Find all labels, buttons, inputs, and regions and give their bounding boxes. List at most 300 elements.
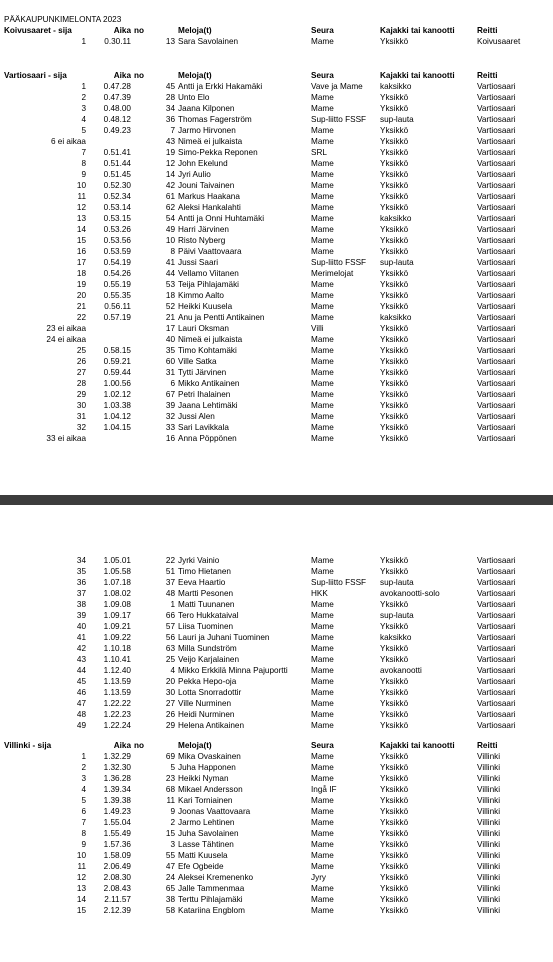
- cell-craft: Yksikkö: [380, 840, 409, 849]
- cell-rank: 10: [76, 181, 86, 190]
- cell-rank: 9: [81, 170, 86, 179]
- cell-route: Vartiosaari: [477, 159, 516, 168]
- cell-club: Mame: [311, 170, 334, 179]
- cell-rank: 7: [81, 818, 86, 827]
- cell-route: Vartiosaari: [477, 247, 516, 256]
- cell-route: Vartiosaari: [477, 115, 516, 124]
- cell-craft: Yksikkö: [380, 906, 409, 915]
- document-title: PÄÄKAUPUNKIMELONTA 2023: [4, 15, 122, 24]
- cell-time: 1.22.24: [103, 721, 131, 730]
- cell-time: 1.39.38: [103, 796, 131, 805]
- cell-bib: 58: [165, 906, 175, 915]
- cell-club: Mame: [311, 796, 334, 805]
- table-row: [0, 345, 553, 356]
- cell-paddler: Mikko Erkkilä Minna Pajuportti: [178, 666, 288, 675]
- cell-club: Mame: [311, 655, 334, 664]
- cell-club: Mame: [311, 93, 334, 102]
- cell-club: Mame: [311, 291, 334, 300]
- cell-time: 1.13.59: [103, 688, 131, 697]
- cell-craft: kaksikko: [380, 633, 412, 642]
- cell-paddler: Jussi Saari: [178, 258, 219, 267]
- cell-bib: 22: [165, 556, 175, 565]
- cell-bib: 23: [165, 774, 175, 783]
- cell-time: 1.05.58: [103, 567, 131, 576]
- cell-route: Vartiosaari: [477, 280, 516, 289]
- cell-club: Mame: [311, 346, 334, 355]
- cell-bib: 27: [165, 699, 175, 708]
- cell-rank: 25: [76, 346, 86, 355]
- cell-craft: sup-lauta: [380, 258, 414, 267]
- cell-paddler: Markus Haakana: [178, 192, 240, 201]
- cell-bib: 20: [165, 677, 175, 686]
- cell-paddler: Jyrki Vainio: [178, 556, 220, 565]
- cell-route: Villinki: [477, 785, 501, 794]
- cell-paddler: Petri Ihalainen: [178, 390, 231, 399]
- cell-time: 0.53.56: [103, 236, 131, 245]
- table-row: [0, 894, 553, 905]
- cell-time: 1.57.36: [103, 840, 131, 849]
- cell-time: 0.58.15: [103, 346, 131, 355]
- cell-rank: 15: [76, 236, 86, 245]
- cell-craft: Yksikkö: [380, 818, 409, 827]
- cell-route: Vartiosaari: [477, 666, 516, 675]
- cell-paddler: Terttu Pihlajamäki: [178, 895, 243, 904]
- table-row: [0, 301, 553, 312]
- cell-time: 2.08.43: [103, 884, 131, 893]
- table-row: [0, 676, 553, 687]
- table-row: [0, 632, 553, 643]
- table-row: [0, 588, 553, 599]
- cell-club: Ingå IF: [311, 785, 337, 794]
- table-row: [0, 599, 553, 610]
- cell-route: Vartiosaari: [477, 710, 516, 719]
- cell-route: Villinki: [477, 873, 501, 882]
- cell-bib: 55: [165, 851, 175, 860]
- cell-rank: 40: [76, 622, 86, 631]
- header-aika: Aika: [113, 741, 131, 750]
- cell-craft: Yksikkö: [380, 862, 409, 871]
- table-row: [0, 795, 553, 806]
- cell-club: Mame: [311, 247, 334, 256]
- cell-club: Mame: [311, 611, 334, 620]
- cell-route: Koivusaaret: [477, 37, 521, 46]
- cell-craft: Yksikkö: [380, 851, 409, 860]
- cell-bib: 2: [170, 818, 175, 827]
- cell-time: 0.57.19: [103, 313, 131, 322]
- section-header-row: [0, 740, 553, 751]
- cell-route: Vartiosaari: [477, 170, 516, 179]
- cell-time: 0.53.26: [103, 225, 131, 234]
- cell-club: Mame: [311, 818, 334, 827]
- cell-craft: Yksikkö: [380, 434, 409, 443]
- cell-rank: 1: [81, 37, 86, 46]
- cell-route: Villinki: [477, 752, 501, 761]
- table-row: [0, 773, 553, 784]
- cell-route: Vartiosaari: [477, 677, 516, 686]
- cell-paddler: Eeva Haartio: [178, 578, 226, 587]
- table-row: [0, 566, 553, 577]
- cell-time: 1.22.22: [103, 699, 131, 708]
- cell-paddler: Kari Torniainen: [178, 796, 233, 805]
- cell-club: Mame: [311, 423, 334, 432]
- cell-craft: Yksikkö: [380, 796, 409, 805]
- cell-paddler: Jouni Taivainen: [178, 181, 235, 190]
- cell-time: 1.09.22: [103, 633, 131, 642]
- cell-rank: 5: [81, 126, 86, 135]
- table-row: [0, 687, 553, 698]
- cell-route: Vartiosaari: [477, 357, 516, 366]
- cell-paddler: Juha Savolainen: [178, 829, 239, 838]
- cell-time: 0.51.41: [103, 148, 131, 157]
- cell-craft: Yksikkö: [380, 423, 409, 432]
- cell-time: 1.00.56: [103, 379, 131, 388]
- cell-rank: 8: [81, 159, 86, 168]
- cell-rank: 48: [76, 710, 86, 719]
- cell-route: Vartiosaari: [477, 423, 516, 432]
- cell-route: Vartiosaari: [477, 225, 516, 234]
- cell-paddler: Timo Kohtamäki: [178, 346, 237, 355]
- cell-club: Mame: [311, 622, 334, 631]
- header-reitti: Reitti: [477, 71, 498, 80]
- cell-time: 0.54.26: [103, 269, 131, 278]
- cell-bib: 42: [165, 181, 175, 190]
- cell-route: Vartiosaari: [477, 93, 516, 102]
- cell-rank: 2: [81, 763, 86, 772]
- cell-rank: 49: [76, 721, 86, 730]
- table-row: [0, 665, 553, 676]
- cell-paddler: Aleksei Kremenenko: [178, 873, 254, 882]
- cell-craft: Yksikkö: [380, 785, 409, 794]
- cell-rank: 45: [76, 677, 86, 686]
- cell-rank: 15: [76, 906, 86, 915]
- cell-route: Villinki: [477, 906, 501, 915]
- header-seura: Seura: [311, 741, 334, 750]
- cell-bib: 14: [165, 170, 175, 179]
- cell-craft: Yksikkö: [380, 37, 409, 46]
- cell-craft: Yksikkö: [380, 93, 409, 102]
- cell-craft: sup-lauta: [380, 611, 414, 620]
- cell-time: 1.10.41: [103, 655, 131, 664]
- cell-paddler: Matti Tuunanen: [178, 600, 235, 609]
- cell-bib: 65: [165, 884, 175, 893]
- cell-rank: 35: [76, 567, 86, 576]
- table-row: [0, 643, 553, 654]
- cell-paddler: Antti ja Onni Huhtamäki: [178, 214, 265, 223]
- cell-bib: 3: [170, 840, 175, 849]
- section-vartiosaari: [0, 70, 553, 444]
- cell-paddler: Jussi Alen: [178, 412, 215, 421]
- cell-rank: 6 ei aikaa: [50, 137, 86, 146]
- cell-rank: 14: [76, 225, 86, 234]
- cell-paddler: Vellamo Viitanen: [178, 269, 239, 278]
- cell-bib: 52: [165, 302, 175, 311]
- cell-bib: 41: [165, 258, 175, 267]
- cell-bib: 6: [170, 379, 175, 388]
- cell-craft: sup-lauta: [380, 578, 414, 587]
- table-row: [0, 883, 553, 894]
- cell-paddler: Risto Nyberg: [178, 236, 226, 245]
- cell-rank: 31: [76, 412, 86, 421]
- table-row: [0, 555, 553, 566]
- cell-time: 0.48.00: [103, 104, 131, 113]
- cell-rank: 7: [81, 148, 86, 157]
- cell-craft: Yksikkö: [380, 600, 409, 609]
- cell-route: Vartiosaari: [477, 258, 516, 267]
- header-meloja: Meloja(t): [178, 26, 212, 35]
- cell-rank: 14: [76, 895, 86, 904]
- cell-time: 1.04.15: [103, 423, 131, 432]
- table-row: [0, 433, 553, 444]
- cell-time: 0.51.44: [103, 159, 131, 168]
- cell-paddler: John Ekelund: [178, 159, 228, 168]
- cell-time: 1.09.08: [103, 600, 131, 609]
- cell-craft: Yksikkö: [380, 247, 409, 256]
- cell-route: Villinki: [477, 807, 501, 816]
- cell-bib: 40: [165, 335, 175, 344]
- cell-bib: 35: [165, 346, 175, 355]
- cell-club: Mame: [311, 181, 334, 190]
- section-koivusaaret: [0, 25, 553, 47]
- cell-club: Mame: [311, 401, 334, 410]
- cell-craft: avokanootti-solo: [380, 589, 440, 598]
- cell-rank: 44: [76, 666, 86, 675]
- table-row: [0, 621, 553, 632]
- cell-paddler: Nimeä ei julkaista: [178, 137, 243, 146]
- cell-club: Mame: [311, 368, 334, 377]
- cell-route: Vartiosaari: [477, 181, 516, 190]
- table-row: [0, 191, 553, 202]
- cell-rank: 39: [76, 611, 86, 620]
- cell-rank: 46: [76, 688, 86, 697]
- table-row: [0, 720, 553, 731]
- cell-time: 0.59.21: [103, 357, 131, 366]
- cell-club: Mame: [311, 280, 334, 289]
- table-row: [0, 235, 553, 246]
- cell-rank: 1: [81, 752, 86, 761]
- cell-route: Vartiosaari: [477, 644, 516, 653]
- cell-paddler: Matti Kuusela: [178, 851, 228, 860]
- cell-rank: 42: [76, 644, 86, 653]
- cell-club: Mame: [311, 633, 334, 642]
- cell-rank: 38: [76, 600, 86, 609]
- cell-rank: 22: [76, 313, 86, 322]
- cell-bib: 5: [170, 763, 175, 772]
- header-kajakki: Kajakki tai kanootti: [380, 26, 455, 35]
- cell-craft: Yksikkö: [380, 699, 409, 708]
- cell-paddler: Ville Nurminen: [178, 699, 232, 708]
- cell-rank: 36: [76, 578, 86, 587]
- cell-route: Villinki: [477, 851, 501, 860]
- cell-route: Vartiosaari: [477, 346, 516, 355]
- cell-route: Vartiosaari: [477, 633, 516, 642]
- cell-craft: Yksikkö: [380, 137, 409, 146]
- cell-craft: Yksikkö: [380, 710, 409, 719]
- section-title: Villinki - sija: [4, 741, 52, 750]
- cell-route: Villinki: [477, 840, 501, 849]
- cell-rank: 43: [76, 655, 86, 664]
- cell-bib: 31: [165, 368, 175, 377]
- cell-craft: Yksikkö: [380, 181, 409, 190]
- cell-craft: kaksikko: [380, 313, 412, 322]
- cell-time: 1.58.09: [103, 851, 131, 860]
- cell-time: 1.04.12: [103, 412, 131, 421]
- cell-craft: Yksikkö: [380, 269, 409, 278]
- cell-route: Vartiosaari: [477, 192, 516, 201]
- cell-time: 1.13.59: [103, 677, 131, 686]
- cell-craft: Yksikkö: [380, 159, 409, 168]
- cell-time: 0.55.35: [103, 291, 131, 300]
- cell-bib: 8: [170, 247, 175, 256]
- cell-bib: 7: [170, 126, 175, 135]
- cell-bib: 56: [165, 633, 175, 642]
- cell-paddler: Lauri Oksman: [178, 324, 229, 333]
- cell-route: Vartiosaari: [477, 203, 516, 212]
- header-no: no: [134, 71, 145, 80]
- cell-paddler: Lotta Snorradottir: [178, 688, 242, 697]
- cell-paddler: Nimeä ei julkaista: [178, 335, 243, 344]
- table-row: [0, 411, 553, 422]
- cell-club: Mame: [311, 236, 334, 245]
- cell-club: Mame: [311, 302, 334, 311]
- cell-paddler: Anna Pöppönen: [178, 434, 237, 443]
- cell-club: Mame: [311, 104, 334, 113]
- cell-club: Mame: [311, 379, 334, 388]
- cell-bib: 51: [165, 567, 175, 576]
- cell-craft: Yksikkö: [380, 644, 409, 653]
- cell-time: 2.06.49: [103, 862, 131, 871]
- cell-bib: 44: [165, 269, 175, 278]
- header-reitti: Reitti: [477, 741, 498, 750]
- cell-paddler: Tero Hukkataival: [178, 611, 239, 620]
- cell-time: 0.53.59: [103, 247, 131, 256]
- cell-time: 0.55.19: [103, 280, 131, 289]
- cell-bib: 28: [165, 93, 175, 102]
- cell-route: Villinki: [477, 862, 501, 871]
- cell-club: Mame: [311, 666, 334, 675]
- cell-rank: 13: [76, 214, 86, 223]
- cell-club: Vave ja Mame: [311, 82, 363, 91]
- cell-craft: Yksikkö: [380, 357, 409, 366]
- cell-club: Mame: [311, 335, 334, 344]
- header-reitti: Reitti: [477, 26, 498, 35]
- header-meloja: Meloja(t): [178, 71, 212, 80]
- cell-craft: Yksikkö: [380, 622, 409, 631]
- cell-paddler: Lauri ja Juhani Tuominen: [178, 633, 270, 642]
- header-seura: Seura: [311, 71, 334, 80]
- cell-route: Vartiosaari: [477, 655, 516, 664]
- cell-time: 2.08.30: [103, 873, 131, 882]
- cell-bib: 66: [165, 611, 175, 620]
- cell-bib: 60: [165, 357, 175, 366]
- cell-rank: 4: [81, 785, 86, 794]
- cell-time: 0.54.19: [103, 258, 131, 267]
- table-row: [0, 36, 553, 47]
- section-title: Koivusaaret - sija: [4, 26, 72, 35]
- cell-paddler: Heidi Nurminen: [178, 710, 235, 719]
- cell-time: 0.47.28: [103, 82, 131, 91]
- cell-bib: 24: [165, 873, 175, 882]
- cell-route: Vartiosaari: [477, 148, 516, 157]
- cell-time: 0.48.12: [103, 115, 131, 124]
- cell-paddler: Jyri Aulio: [178, 170, 211, 179]
- table-row: [0, 147, 553, 158]
- table-row: [0, 698, 553, 709]
- cell-club: Merimelojat: [311, 269, 354, 278]
- cell-craft: Yksikkö: [380, 677, 409, 686]
- cell-paddler: Katariina Engblom: [178, 906, 245, 915]
- cell-craft: Yksikkö: [380, 280, 409, 289]
- cell-bib: 63: [165, 644, 175, 653]
- cell-route: Vartiosaari: [477, 368, 516, 377]
- cell-paddler: Milla Sundström: [178, 644, 237, 653]
- cell-club: Mame: [311, 884, 334, 893]
- table-row: [0, 839, 553, 850]
- cell-club: SRL: [311, 148, 327, 157]
- cell-club: Mame: [311, 862, 334, 871]
- cell-time: 1.03.38: [103, 401, 131, 410]
- cell-paddler: Simo-Pekka Reponen: [178, 148, 258, 157]
- header-kajakki: Kajakki tai kanootti: [380, 71, 455, 80]
- cell-paddler: Efe Ogbeide: [178, 862, 224, 871]
- cell-club: Mame: [311, 752, 334, 761]
- cell-club: Mame: [311, 126, 334, 135]
- cell-craft: Yksikkö: [380, 335, 409, 344]
- cell-bib: 67: [165, 390, 175, 399]
- cell-time: 1.39.34: [103, 785, 131, 794]
- cell-paddler: Ville Satka: [178, 357, 217, 366]
- cell-club: Mame: [311, 774, 334, 783]
- cell-club: Mame: [311, 895, 334, 904]
- cell-craft: Yksikkö: [380, 236, 409, 245]
- header-meloja: Meloja(t): [178, 741, 212, 750]
- cell-route: Vartiosaari: [477, 126, 516, 135]
- cell-route: Vartiosaari: [477, 137, 516, 146]
- cell-rank: 27: [76, 368, 86, 377]
- table-row: [0, 709, 553, 720]
- cell-bib: 18: [165, 291, 175, 300]
- table-row: [0, 202, 553, 213]
- cell-bib: 54: [165, 214, 175, 223]
- cell-rank: 17: [76, 258, 86, 267]
- table-row: [0, 751, 553, 762]
- cell-craft: Yksikkö: [380, 302, 409, 311]
- cell-route: Vartiosaari: [477, 622, 516, 631]
- cell-paddler: Thomas Fagerström: [178, 115, 252, 124]
- cell-bib: 48: [165, 589, 175, 598]
- cell-paddler: Helena Antikainen: [178, 721, 245, 730]
- cell-bib: 36: [165, 115, 175, 124]
- cell-craft: Yksikkö: [380, 379, 409, 388]
- cell-time: 0.53.14: [103, 203, 131, 212]
- cell-rank: 34: [76, 556, 86, 565]
- table-row: [0, 334, 553, 345]
- cell-rank: 20: [76, 291, 86, 300]
- cell-time: 2.11.57: [104, 895, 131, 904]
- table-row: [0, 125, 553, 136]
- cell-craft: Yksikkö: [380, 556, 409, 565]
- cell-paddler: Antti ja Erkki Hakamäki: [178, 82, 263, 91]
- cell-bib: 25: [165, 655, 175, 664]
- cell-club: Mame: [311, 721, 334, 730]
- cell-club: Mame: [311, 763, 334, 772]
- cell-club: Sup-liitto FSSF: [311, 258, 367, 267]
- cell-rank: 2: [81, 93, 86, 102]
- cell-route: Villinki: [477, 796, 501, 805]
- cell-bib: 43: [165, 137, 175, 146]
- cell-route: Vartiosaari: [477, 567, 516, 576]
- cell-paddler: Heikki Nyman: [178, 774, 229, 783]
- cell-rank: 3: [81, 104, 86, 113]
